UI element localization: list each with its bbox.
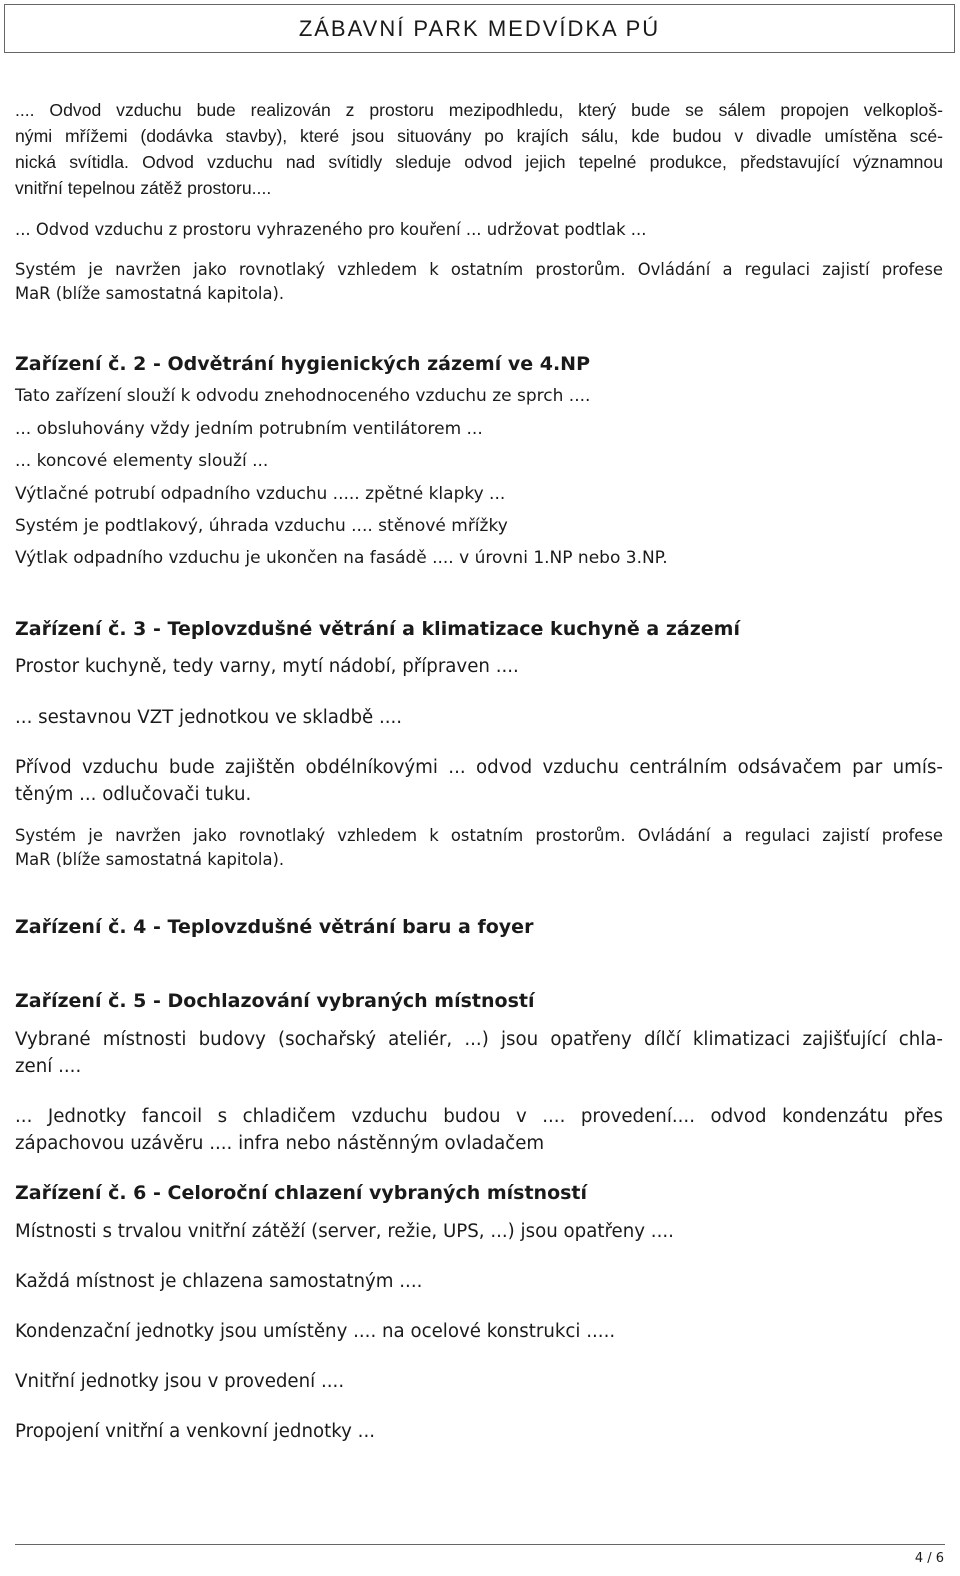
text-line: .... Odvod vzduchu bude realizován z prostoru mezipodhledu, který bude se sálem propojen velkoploš- xyxy=(15,100,943,120)
text-line: MaR (blíže samostatná kapitola). xyxy=(15,850,285,869)
footer-divider xyxy=(15,1544,945,1545)
paragraph-exhaust-air xyxy=(15,97,943,201)
list-item: Výtlak odpadního vzduchu je ukončen na fasádě .... v úrovni 1.NP nebo 3.NP. xyxy=(15,548,668,568)
list-item: Systém je podtlakový, úhrada vzduchu .... stěnové mřížky xyxy=(15,516,508,536)
section-heading-6: Zařízení č. 6 - Celoroční chlazení vybraných místností xyxy=(15,1182,588,1204)
text-line: Přívod vzduchu bude zajištěn obdélníkovými ... odvod vzduchu centrálním odsávačem par umís- xyxy=(15,757,943,778)
list-item: Místnosti s trvalou vnitřní zátěží (server, režie, UPS, ...) jsou opatřeny .... xyxy=(15,1221,674,1242)
list-item: Vnitřní jednotky jsou v provedení .... xyxy=(15,1371,345,1392)
paragraph-pressure-system-kitchen xyxy=(15,824,943,872)
paragraph-fancoil-units xyxy=(15,1103,943,1157)
paragraph-selected-rooms xyxy=(15,1026,943,1080)
text-line: Systém je navržen jako rovnotlaký vzhledem k ostatním prostorům. Ovládání a regulaci zajistí profese xyxy=(15,260,943,279)
text-line: zápachovou uzávěru .... infra nebo nástěnným ovladačem xyxy=(15,1133,545,1154)
text-line: nými mřížemi (dodávka stavby), které jsou situovány po krajích sálu, kde budou v divadle umístěna scé- xyxy=(15,126,943,146)
list-item: Každá místnost je chlazena samostatným .... xyxy=(15,1271,423,1292)
list-item: Propojení vnitřní a venkovní jednotky ... xyxy=(15,1421,376,1442)
section-heading-2: Zařízení č. 2 - Odvětrání hygienických zázemí ve 4.NP xyxy=(15,353,591,375)
text-line: zení .... xyxy=(15,1056,82,1077)
list-item: Kondenzační jednotky jsou umístěny .... na ocelové konstrukci ..... xyxy=(15,1321,616,1342)
paragraph-vzt-unit: ... sestavnou VZT jednotkou ve skladbě .... xyxy=(15,707,403,728)
list-item: ... koncové elementy slouží ... xyxy=(15,451,269,471)
paragraph-pressure-system xyxy=(15,258,943,306)
document-title: ZÁBAVNÍ PARK MEDVÍDKA PÚ xyxy=(298,15,661,41)
section-heading-4: Zařízení č. 4 - Teplovzdušné větrání baru a foyer xyxy=(15,916,534,938)
list-item: Výtlačné potrubí odpadního vzduchu ..... zpětné klapky ... xyxy=(15,484,506,504)
paragraph-air-supply xyxy=(15,754,943,808)
section-heading-3: Zařízení č. 3 - Teplovzdušné větrání a klimatizace kuchyně a zázemí xyxy=(15,618,740,640)
page-header xyxy=(4,4,955,53)
text-line: ... Jednotky fancoil s chladičem vzduchu budou v .... provedení.... odvod kondenzátu přes xyxy=(15,1106,943,1127)
paragraph-kitchen: Prostor kuchyně, tedy varny, mytí nádobí, přípraven .... xyxy=(15,656,519,677)
page-number: 4 / 6 xyxy=(914,1551,944,1566)
text-line: nická svítidla. Odvod vzduchu nad svítidly sleduje odvod jejich tepelné produkce, představující významnou xyxy=(15,152,943,172)
list-item: Tato zařízení slouží k odvodu znehodnoceného vzduchu ze sprch .... xyxy=(15,386,591,406)
section-heading-5: Zařízení č. 5 - Dochlazování vybraných místností xyxy=(15,990,535,1012)
text-line: těným ... odlučovači tuku. xyxy=(15,784,252,805)
list-item: ... obsluhovány vždy jedním potrubním ventilátorem ... xyxy=(15,419,483,439)
paragraph-smoking-area: ... Odvod vzduchu z prostoru vyhrazeného pro kouření ... udržovat podtlak ... xyxy=(15,220,647,239)
text-line: Systém je navržen jako rovnotlaký vzhledem k ostatním prostorům. Ovládání a regulaci zajistí profese xyxy=(15,826,943,845)
text-line: MaR (blíže samostatná kapitola). xyxy=(15,284,285,303)
text-line: Vybrané místnosti budovy (sochařský ateliér, ...) jsou opatřeny dílčí klimatizaci zajišťující chla- xyxy=(15,1029,943,1050)
text-line: vnitřní tepelnou zátěž prostoru.... xyxy=(15,178,272,198)
